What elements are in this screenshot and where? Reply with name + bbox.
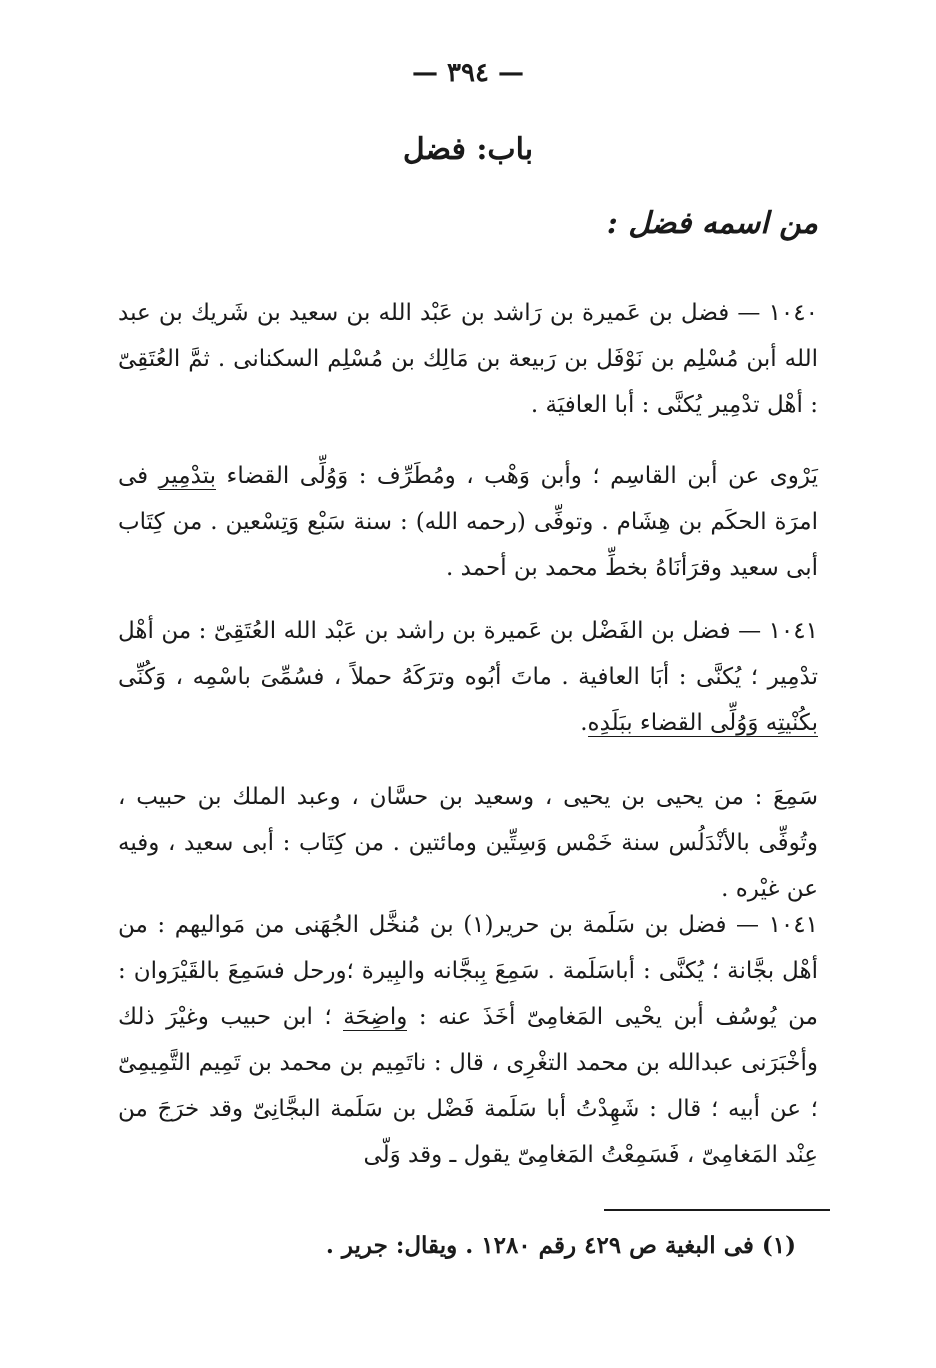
entry-1041b — [118, 902, 818, 1178]
paragraph-text: . — [580, 710, 588, 736]
entry-1041 — [118, 608, 818, 746]
chapter-title: باب: فضل — [402, 132, 534, 167]
footnote: (١) فى البغية ص ٤٢٩ رقم ١٢٨٠ . ويقال: جرير . — [325, 1232, 796, 1259]
paragraph-text: ١٠٤١ — فضل بن الفَضْل بن عَميرة بن راشد بن عَبْد الله العُتَقِىّ : من أهْل تدْمِير ؛ يُكنَّى : أبَا العافية . ماتَ أبُوه وترَكَهُ حملاً ، فسُمِّىَ باسْمِه ، وَكُنِّى — [118, 618, 818, 690]
paragraph-text: ؛ ابن حبيب وغيْرَ ذلك وأخْبَرَنى عبدالله بن محمد التغْرِى ، قال : ناتَمِيم بن محمد بن تَمِيم التَّمِيمِىّ ؛ عن أبيه ؛ قال : شَهِدْتُ أبا سَلَمة فَضْل بن سَلَمة البجَّانِىّ وقد خرَجَ من عِنْد المَغامِىّ ، فَسَمِعْتُ المَغامِىّ يقول ـ وقد وَلّى — [118, 1004, 818, 1168]
paragraph — [118, 290, 818, 428]
paragraph — [118, 902, 818, 1178]
section-heading: من اسمه فضل : — [606, 206, 818, 241]
paragraph-text: ١٠٤١ — فضل بن سَلَمة بن حرير(١) بن مُنخَّل الجُهَنى من مَواليهم : من أهْل بجَّانة ؛ يُكنَّى : أباسَلَمة . سَمِعَ بِبجَّانه والبِيرة ؛ورحل فسَمِعَ بالقَيْرَوان : من يُوسُف أبن يحْيى المَغامِىّ أخَذَ عنه : — [118, 912, 818, 1030]
underlined-text: بكُنْيتِه وَوُلِّى القضاء ببَلَدِه — [587, 710, 818, 736]
paragraph — [118, 608, 818, 746]
paragraph — [118, 453, 818, 591]
paragraph-text: ١٠٤٠ — فضل بن عَميرة بن رَاشد بن عَبْد الله بن سعيد بن شَريك بن عبد الله أبن مُسْلِم بن نَوْفَل بن رَبيعة بن مَالِك بن مُسْلِم السكنانى . ثمَّ العُتَقِىّ : أهْل تدْمِير يُكنَّى : أبا العافيَة . — [118, 300, 818, 418]
underlined-text: بتدْمِير — [158, 463, 217, 489]
entry-1040-narration — [118, 453, 818, 591]
entry-1040 — [118, 290, 818, 428]
page-number: — ٣٩٤ — — [411, 58, 525, 88]
paragraph-text: يَرْوى عن أبن القاسِم ؛ وأبن وَهْب ، ومُطَرِّف : وَوُلِّى القضاء — [216, 463, 818, 489]
paragraph — [118, 774, 818, 912]
underlined-text: واضِحَة — [343, 1004, 408, 1030]
paragraph-text: فى امرَة الحكَم بن هِشَام . وتوفِّى (رحمه الله) : سنة سَبْع وَتِسْعين . من كِتَاب أبى سعيد وقرَأنَاهُ بخطِّ محمد بن أحمد . — [118, 463, 818, 581]
paragraph-text: سَمِعَ : من يحيى بن يحيى ، وسعيد بن حسَّان ، وعبد الملك بن حبيب ، وتُوفِّى بالأنْدَلُس سنة خَمْس وَسِتِّين ومائتين . من كِتَاب : أبى سعيد ، وفيه عن غيْره . — [118, 784, 818, 902]
footnote-divider — [604, 1209, 830, 1211]
entry-1041-narration — [118, 774, 818, 912]
